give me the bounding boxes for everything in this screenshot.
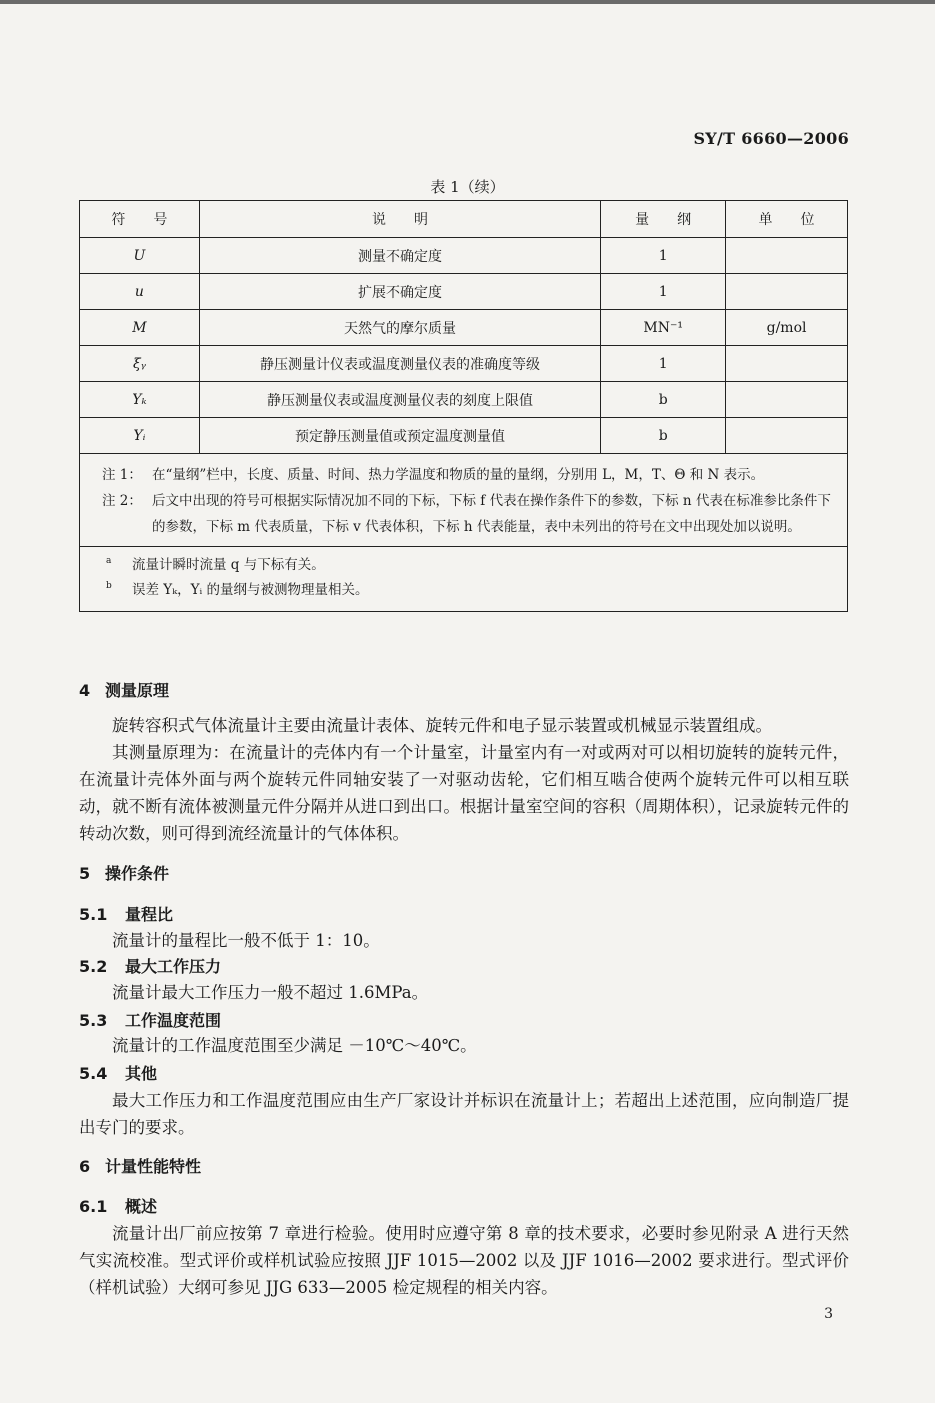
table-footnotes xyxy=(80,547,848,612)
col-header-symbol: 符 号 xyxy=(80,201,200,238)
section-number: 5 xyxy=(79,864,91,883)
table-row xyxy=(80,418,848,454)
section-number: 4 xyxy=(79,681,91,700)
dimension-cell: b xyxy=(601,418,726,454)
section-title: 计量性能特性 xyxy=(105,1157,202,1176)
table-row xyxy=(80,310,848,346)
symbol-cell: ξᵧ xyxy=(80,346,200,382)
table-notes xyxy=(80,454,848,547)
note-label: 注 2： xyxy=(102,493,142,509)
unit-cell: g/mol xyxy=(726,310,848,346)
dimension-cell: MN⁻¹ xyxy=(601,310,726,346)
standard-code: SY/T 6660—2006 xyxy=(693,129,849,148)
section-number: 6 xyxy=(79,1157,91,1176)
section-5-1-text: 流量计的量程比一般不低于 1：10。 xyxy=(112,931,380,950)
description-cell: 扩展不确定度 xyxy=(199,274,600,310)
description-cell: 测量不确定度 xyxy=(199,238,600,274)
table-caption: 表 1（续） xyxy=(430,178,505,196)
col-header-description: 说 明 xyxy=(199,201,600,238)
table-footnotes-row xyxy=(80,547,848,612)
unit-cell xyxy=(726,346,848,382)
section-title: 操作条件 xyxy=(105,864,170,883)
col-header-unit: 单 位 xyxy=(726,201,848,238)
table-notes-row xyxy=(80,454,848,547)
footnote-label: b xyxy=(106,581,112,591)
section-title: 概述 xyxy=(125,1197,158,1216)
section-6-1-text: 流量计出厂前应按第 7 章进行检验。使用时应遵守第 8 章的技术要求，必要时参见附录 A 进行天然气实流校准。型式评价或样机试验应按照 JJF 1015—2002 以及 JJF 1016—2002 要求进行。型式评价（样机试验）大纲可参见 JJG 633—2005 检定规程的相关内容。 xyxy=(79,1224,849,1297)
note-text: 在“量纲”栏中，长度、质量、时间、热力学温度和物质的量的量纲，分别用 L，M，T、Θ 和 N 表示。 xyxy=(152,467,765,483)
dimension-cell: 1 xyxy=(601,346,726,382)
symbols-table xyxy=(79,200,848,612)
section-number: 5.1 xyxy=(79,905,108,924)
section-title: 工作温度范围 xyxy=(125,1011,222,1030)
unit-cell xyxy=(726,382,848,418)
symbol-cell: Yᵢ xyxy=(80,418,200,454)
section-5-3-text: 流量计的工作温度范围至少满足 －10℃～40℃。 xyxy=(112,1036,477,1055)
section-6-1-heading xyxy=(79,1194,157,1217)
footnote-a xyxy=(102,553,841,578)
table-note-1 xyxy=(102,462,841,488)
footnote-label: a xyxy=(106,556,112,566)
section-4-paragraph-2: 其测量原理为：在流量计的壳体内有一个计量室，计量室内有一对或两对可以相切旋转的旋转元件，在流量计壳体外面与两个旋转元件同轴安装了一对驱动齿轮，它们相互啮合使两个旋转元件可以相互联动，就不断有流体被测量元件分隔并从进口到出口。根据计量室空间的容积（周期体积），记录旋转元件的转动次数，则可得到流经流量计的气体体积。 xyxy=(79,743,849,843)
section-number: 5.3 xyxy=(79,1011,108,1030)
table-row xyxy=(80,346,848,382)
section-title: 量程比 xyxy=(125,905,174,924)
section-number: 5.2 xyxy=(79,957,108,976)
table-row xyxy=(80,238,848,274)
description-cell: 静压测量仪表或温度测量仪表的刻度上限值 xyxy=(199,382,600,418)
dimension-cell: 1 xyxy=(601,274,726,310)
unit-cell xyxy=(726,418,848,454)
top-rule xyxy=(0,0,935,4)
unit-cell xyxy=(726,274,848,310)
note-text: 后文中出现的符号可根据实际情况加不同的下标，下标 f 代表在操作条件下的参数，下标 n 代表在标准参比条件下的参数，下标 m 代表质量，下标 v 代表体积，下标 h 代表能量，表中未列出的符号在文中出现处加以说明。 xyxy=(152,493,831,535)
table-row xyxy=(80,382,848,418)
section-title: 最大工作压力 xyxy=(125,957,222,976)
note-label: 注 1： xyxy=(102,467,142,483)
table-row xyxy=(80,274,848,310)
section-4-heading xyxy=(79,678,169,701)
section-5-3-heading xyxy=(79,1008,221,1031)
footnote-text: 误差 Yₖ，Yᵢ 的量纲与被测物理量相关。 xyxy=(132,582,369,598)
section-5-4-text: 最大工作压力和工作温度范围应由生产厂家设计并标识在流量计上；若超出上述范围，应向制造厂提出专门的要求。 xyxy=(79,1091,849,1137)
section-number: 5.4 xyxy=(79,1064,108,1083)
section-5-heading xyxy=(79,861,169,884)
dimension-cell: b xyxy=(601,382,726,418)
unit-cell xyxy=(726,238,848,274)
description-cell: 天然气的摩尔质量 xyxy=(199,310,600,346)
col-header-dimension: 量 纲 xyxy=(601,201,726,238)
section-5-4-heading xyxy=(79,1061,157,1084)
section-5-2-heading xyxy=(79,954,221,977)
symbol-cell: u xyxy=(80,274,200,310)
symbol-cell: M xyxy=(80,310,200,346)
section-5-2-text: 流量计最大工作压力一般不超过 1.6MPa。 xyxy=(112,983,429,1002)
description-cell: 预定静压测量值或预定温度测量值 xyxy=(199,418,600,454)
section-title: 其他 xyxy=(125,1064,158,1083)
section-number: 6.1 xyxy=(79,1197,108,1216)
symbol-cell: U xyxy=(80,238,200,274)
page-number: 3 xyxy=(824,1306,833,1322)
section-5-1-heading xyxy=(79,902,173,925)
section-6-heading xyxy=(79,1154,201,1177)
section-title: 测量原理 xyxy=(105,681,170,700)
section-4-paragraph-1: 旋转容积式气体流量计主要由流量计表体、旋转元件和电子显示装置或机械显示装置组成。 xyxy=(112,716,772,735)
table-header-row xyxy=(80,201,848,238)
symbol-cell: Yₖ xyxy=(80,382,200,418)
description-cell: 静压测量计仪表或温度测量仪表的准确度等级 xyxy=(199,346,600,382)
table-note-2 xyxy=(102,488,841,540)
footnote-b xyxy=(102,578,841,603)
footnote-text: 流量计瞬时流量 q 与下标有关。 xyxy=(132,557,325,573)
dimension-cell: 1 xyxy=(601,238,726,274)
